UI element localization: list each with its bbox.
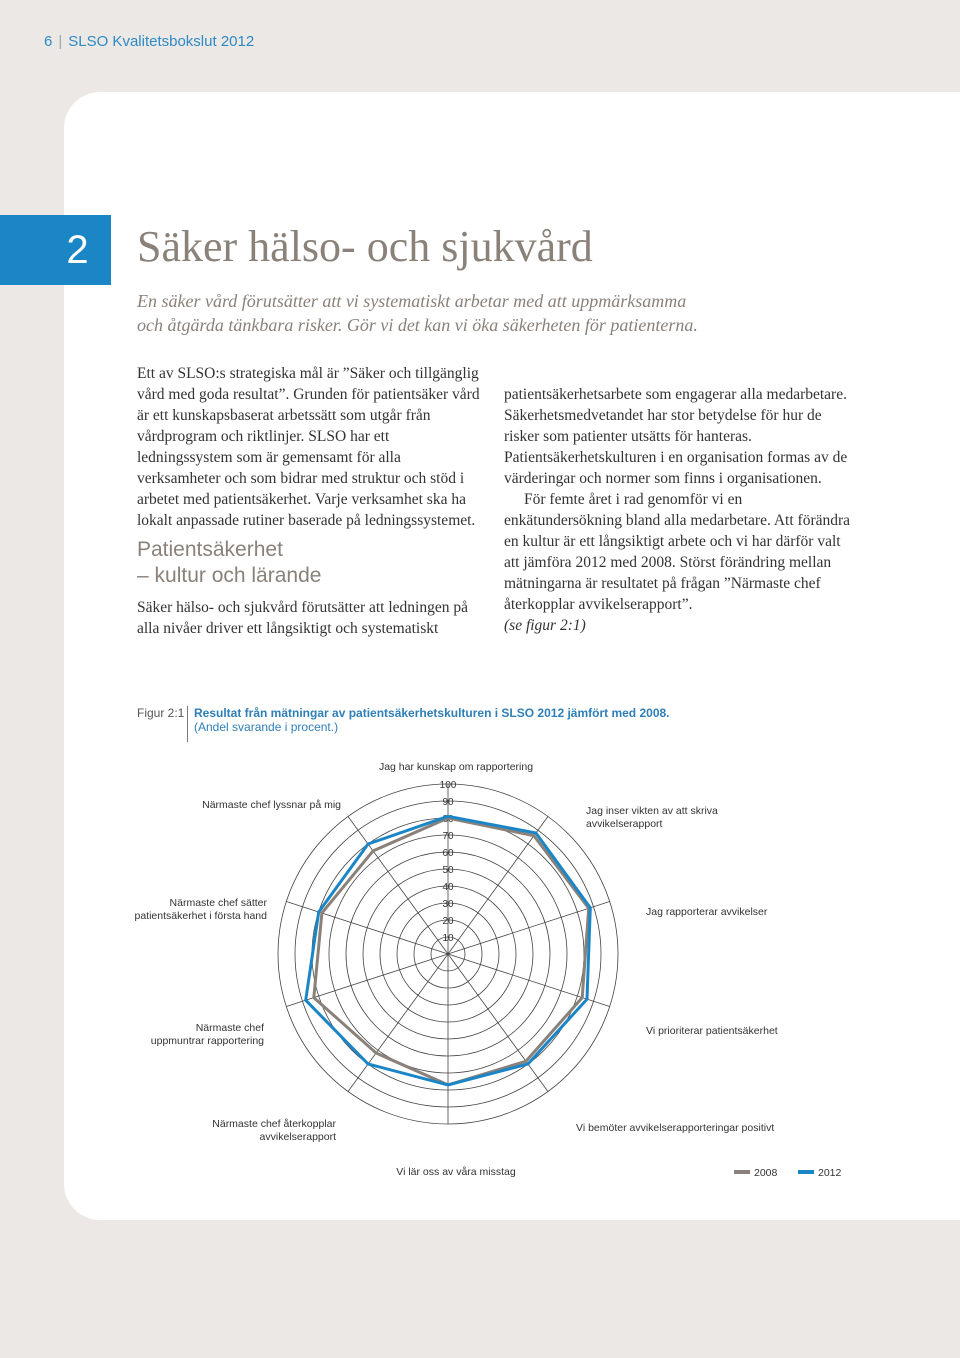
figure-title: Resultat från mätningar av patientsäkerhetskulturen i SLSO 2012 jämfört med 2008. [194,706,670,720]
figure-ref-text: (se figur 2:1) [504,617,586,634]
tick-label: 100 [439,780,457,791]
intro-line-2: och åtgärda tänkbara risker. Gör vi det kan vi öka säkerheten för patienterna. [137,315,698,335]
tick-label: 40 [442,882,454,893]
chapter-title: Säker hälso- och sjukvård [137,222,593,271]
page-number: 6 [44,33,53,50]
tick-label: 80 [442,814,454,825]
category-label: Närmaste chef återkopplar [212,1118,336,1130]
figure-subtitle: (Andel svarande i procent.) [194,720,339,734]
tick-label: 90 [442,797,454,808]
paragraph: För femte året i rad genomför vi en enkätundersökning bland alla medarbetare. Att förändra en kultur är ett långsiktigt arbete och vi har därför valt att jämföra 2012 med 2008. Störst förändring mellan mätningarna är resultatet på frågan ”Närmaste chef återkopplar avvikelserapport”. [504,491,851,613]
category-label: avvikelserapport [259,1131,336,1143]
category-label: Jag inser vikten av att skriva [586,805,718,817]
tick-label: 20 [442,916,454,927]
paragraph: Säker hälso- och sjukvård förutsätter att ledningen på alla nivåer driver ett långsiktigt och systematiskt [137,599,468,637]
tick-label: 50 [442,865,454,876]
category-label: Närmaste chef sätter [169,897,267,909]
tick-label: 30 [442,899,454,910]
paragraph: patientsäkerhetsarbete som engagerar alla medarbetare. Säkerhetsmedvetandet har stor betydelse för hur de risker som patienter utsätts för hanteras. Patientsäkerhetskulturen i en organisation formas av de värderingar och normer som finns i organisationen. [504,386,848,487]
paragraph: Ett av SLSO:s strategiska mål är ”Säker och tillgänglig vård med goda resultat”. Grunden för patientsäker vård är ett kunskapsbaserat arbetssätt som utgår från vårdprogram och riktlinjer. SLSO har ett ledningssystem som är gemensamt för alla verksamheter och som bidrar med struktur och stöd i arbetet med patientsäkerhet. Varje verksamhet ska ha lokalt anpassade rutiner baserade på ledningssystemet. [137,365,480,529]
category-label: patientsäkerhet i första hand [134,910,267,922]
chapter-number: 2 [66,228,89,272]
intro-line-1: En säker vård förutsätter att vi systematiskt arbetar med att uppmärksamma [137,291,687,311]
tick-label: 60 [442,848,454,859]
axis-spoke [348,816,448,954]
axis-spoke [448,816,548,954]
category-label: Vi lär oss av våra misstag [396,1166,516,1178]
figure-label: Figur 2:1 [137,706,188,742]
legend-label-2012: 2012 [818,1167,842,1179]
tick-label: 10 [442,933,454,944]
category-label: avvikelserapport [586,818,663,830]
category-label: Vi prioriterar patientsäkerhet [646,1025,778,1037]
category-label: Närmaste chef [195,1022,264,1034]
tick-label: 70 [442,831,454,842]
category-label: Vi bemöter avvikelserapporteringar positivt [576,1122,775,1134]
subheading-line-2: – kultur och lärande [137,564,322,587]
subheading-line-1: Patientsäkerhet [137,538,283,561]
legend-label-2008: 2008 [754,1167,778,1179]
header-separator: | [58,33,63,50]
category-label: uppmuntrar rapportering [150,1035,264,1047]
document-title: SLSO Kvalitetsbokslut 2012 [68,33,255,50]
category-label: Närmaste chef lyssnar på mig [202,799,341,811]
category-label: Jag har kunskap om rapportering [378,761,534,773]
category-label: Jag rapporterar avvikelser [646,906,768,918]
